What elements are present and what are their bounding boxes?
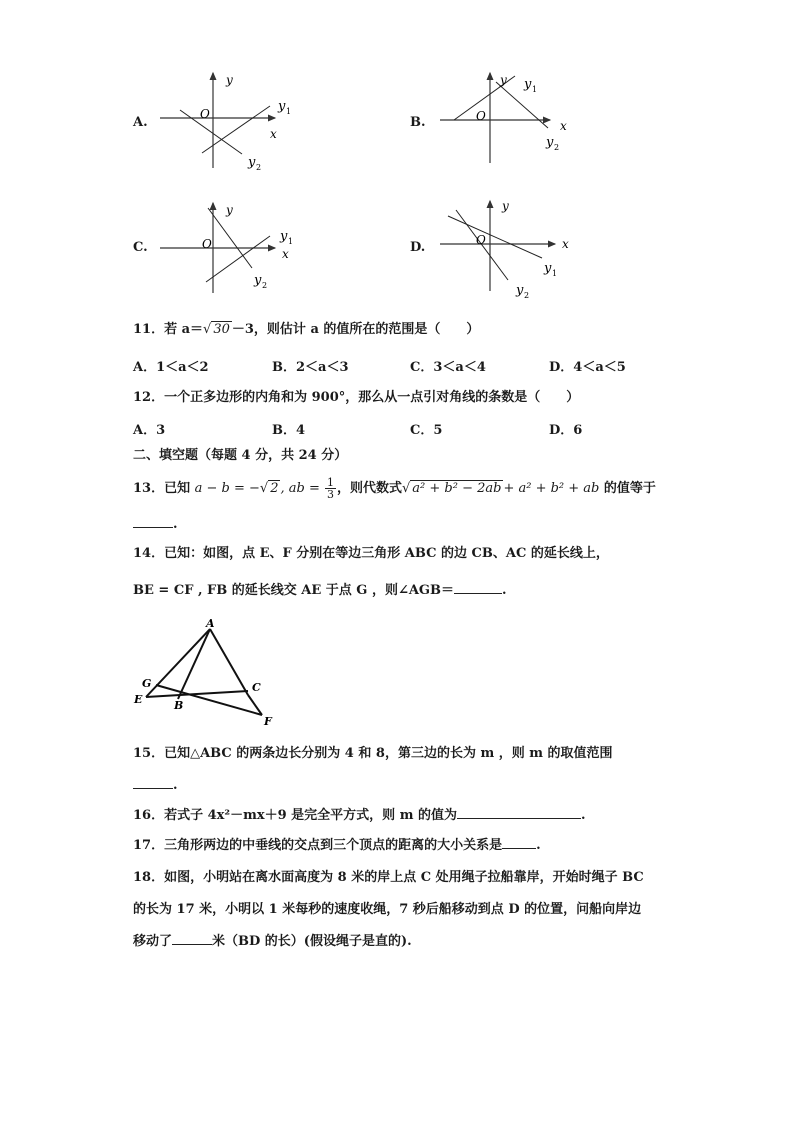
q11-option-d: D．4＜a＜5 bbox=[549, 360, 626, 375]
q11-option-c: C．3＜a＜4 bbox=[410, 360, 486, 375]
q13-suffix: 的值等于 bbox=[603, 481, 656, 496]
q13-cond-radicand: 2 bbox=[270, 481, 279, 496]
q11-radicand: 30 bbox=[213, 322, 230, 337]
q13-expr-radicand: a² + b² − 2ab bbox=[412, 481, 502, 496]
line-y1 bbox=[496, 82, 548, 128]
edge-gf bbox=[156, 685, 262, 715]
question-15: 15．已知△ABC 的两条边长分别为 4 和 8，第三边的长为 m ，则 m 的取值范围 bbox=[133, 746, 613, 761]
q17-prefix: 17．三角形两边的中垂线的交点到三个顶点的距离的大小关系是 bbox=[133, 838, 503, 853]
q17-blank[interactable] bbox=[502, 836, 536, 849]
q14-line-2b: . bbox=[502, 583, 507, 598]
q16-prefix: 16．若式子 4x²－mx＋9 是完全平方式，则 m 的值为 bbox=[133, 808, 457, 823]
q12-option-d: D．6 bbox=[549, 423, 583, 438]
edge-ab bbox=[178, 629, 210, 699]
y-label: y bbox=[500, 73, 507, 87]
question-17 bbox=[133, 836, 541, 855]
graph-a bbox=[160, 68, 300, 178]
label-c: C bbox=[252, 681, 261, 694]
question-13: 13．已知 a − b = −√ 2 , ab = $\frac{1}{3}$ ，则代数式√ a² + b² − 2ab + a² + b² + ab 的值等于 bbox=[133, 476, 656, 501]
q13-expr-tail: + a² + b² + ab bbox=[503, 481, 600, 496]
q18-line-3a: 移动了 bbox=[133, 934, 173, 949]
q13-frac-num: 1 bbox=[326, 476, 334, 489]
q13-prefix: 13．已知 bbox=[133, 481, 191, 496]
q15-answer-line bbox=[133, 776, 178, 795]
q11-suffix: －3，则估计 a 的值所在的范围是（ ） bbox=[231, 322, 480, 337]
q13-condition-2: , ab = bbox=[280, 481, 324, 496]
q14-line-1: 14．已知：如图，点 E、F 分别在等边三角形 ABC 的边 CB、AC 的延长线上， bbox=[133, 546, 609, 561]
y1-sub: 1 bbox=[288, 237, 294, 246]
q14-triangle-figure bbox=[130, 615, 280, 730]
y2-sub: 2 bbox=[524, 291, 530, 300]
q18-line-2: 的长为 17 米，小明以 1 米每秒的速度收绳，7 秒后船移动到点 D 的位置，问船向岸边 bbox=[133, 902, 642, 917]
q18-blank[interactable] bbox=[172, 932, 212, 945]
y1-sub: 1 bbox=[552, 269, 558, 278]
q11-option-a: A．1＜a＜2 bbox=[133, 360, 209, 375]
graph-b bbox=[440, 68, 580, 178]
y-label: y bbox=[502, 199, 509, 213]
edge-ac bbox=[210, 629, 248, 695]
q13-answer-line bbox=[133, 515, 178, 534]
q13-mid: ，则代数式 bbox=[336, 481, 402, 496]
origin-label: O bbox=[202, 237, 212, 251]
q18-line-1: 18．如图，小明站在离水面高度为 8 米的岸上点 C 处用绳子拉船靠岸，开始时绳子 BC bbox=[133, 870, 644, 885]
y2-sub: 2 bbox=[262, 281, 268, 290]
y1-label: y bbox=[524, 77, 532, 92]
q13-condition: a − b = − bbox=[194, 481, 260, 496]
q16-blank[interactable] bbox=[457, 806, 581, 819]
q14-line-2a: BE = CF , FB 的延长线交 AE 于点 G ，则∠AGB＝ bbox=[133, 583, 455, 598]
question-16 bbox=[133, 806, 586, 825]
q13-fraction bbox=[325, 477, 336, 500]
q17-end: . bbox=[536, 838, 541, 853]
x-label: x bbox=[282, 247, 289, 261]
y-label: y bbox=[226, 73, 233, 87]
q16-end: . bbox=[581, 808, 586, 823]
q13-frac-den: 3 bbox=[326, 488, 334, 501]
line-y2 bbox=[208, 208, 252, 268]
y2-sub: 2 bbox=[554, 143, 560, 152]
y-label: y bbox=[226, 203, 233, 217]
label-e: E bbox=[134, 693, 143, 706]
question-12: 12．一个正多边形的内角和为 900°，那么从一点引对角线的条数是（ ） bbox=[133, 390, 580, 405]
y1-label: y bbox=[280, 229, 288, 244]
label-f: F bbox=[264, 715, 272, 728]
origin-label: O bbox=[200, 107, 210, 121]
q14-blank[interactable] bbox=[454, 581, 502, 594]
edge-ae bbox=[146, 629, 210, 697]
origin-label: O bbox=[476, 109, 486, 123]
y1-sub: 1 bbox=[286, 107, 292, 116]
option-b-label: B. bbox=[410, 115, 426, 130]
y1-label: y bbox=[544, 261, 552, 276]
question-11: 11．若 a＝√ 30 －3，则估计 a 的值所在的范围是（ ） bbox=[133, 322, 480, 337]
q15-blank[interactable] bbox=[133, 776, 173, 789]
x-label: x bbox=[270, 127, 277, 141]
graph-d bbox=[440, 196, 580, 304]
label-b: B bbox=[174, 699, 184, 712]
q13-blank[interactable] bbox=[133, 515, 173, 528]
q15-end: . bbox=[173, 778, 178, 793]
q11-prefix: 11．若 a＝ bbox=[133, 322, 204, 337]
q11-option-b: B．2＜a＜3 bbox=[272, 360, 349, 375]
graph-c bbox=[160, 198, 300, 298]
x-label: x bbox=[562, 237, 569, 251]
y2-label: y bbox=[516, 283, 524, 298]
section-heading: 二、填空题（每题 4 分，共 24 分） bbox=[133, 448, 348, 463]
y2-label: y bbox=[254, 273, 262, 288]
x-label: x bbox=[560, 119, 567, 133]
line-y1 bbox=[202, 106, 270, 153]
line-y1 bbox=[448, 216, 542, 258]
q14-line-2 bbox=[133, 581, 507, 600]
option-d-label: D. bbox=[410, 240, 426, 255]
origin-label: O bbox=[476, 233, 486, 247]
option-c-label: C. bbox=[133, 240, 148, 255]
y2-sub: 2 bbox=[256, 163, 262, 172]
label-g: G bbox=[142, 677, 152, 690]
q13-end: . bbox=[173, 517, 178, 532]
label-a: A bbox=[206, 617, 215, 630]
q12-option-c: C．5 bbox=[410, 423, 443, 438]
q18-line-3b: 米（BD 的长）(假设绳子是直的). bbox=[212, 934, 412, 949]
q12-option-b: B．4 bbox=[272, 423, 306, 438]
q12-option-a: A．3 bbox=[133, 423, 166, 438]
y2-label: y bbox=[546, 135, 554, 150]
option-a-label: A. bbox=[133, 115, 148, 130]
y1-label: y bbox=[278, 99, 286, 114]
y2-label: y bbox=[248, 155, 256, 170]
q18-line-3 bbox=[133, 932, 412, 951]
y1-sub: 1 bbox=[532, 85, 538, 94]
